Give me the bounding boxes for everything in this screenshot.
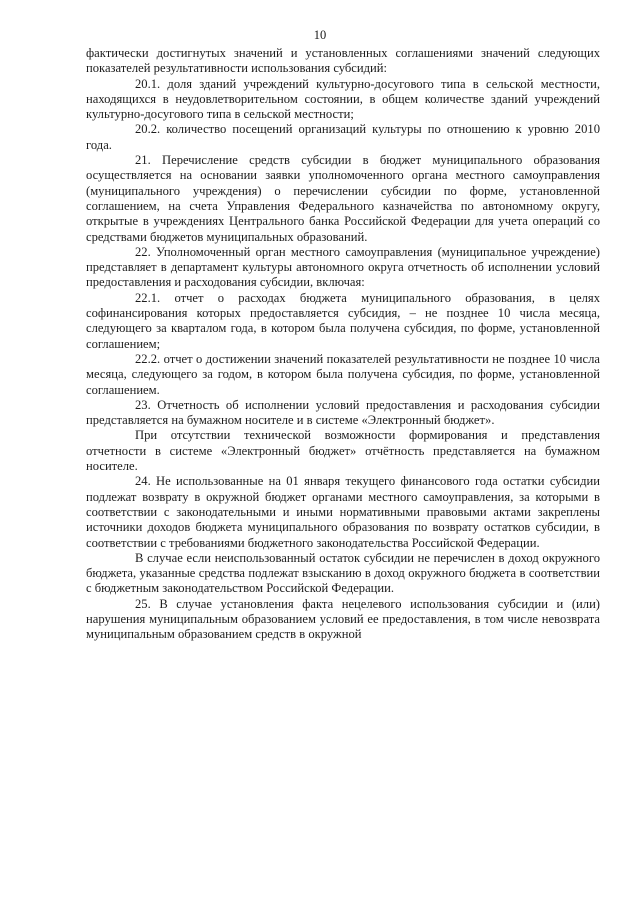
paragraph-23-note: При отсутствии технической возможности формирования и представления отчетности в системе «Электронный бюджет» отчётность представляется на бумажном носителе.	[86, 428, 600, 474]
document-body	[86, 46, 600, 643]
paragraph-23: 23. Отчетность об исполнении условий предоставления и расходования субсидии представляется на бумажном носителе и в системе «Электронный бюджет».	[86, 397, 600, 428]
paragraph-24: 24. Не использованные на 01 января текущего финансового года остатки субсидии подлежат возврату в окружной бюджет органами местного самоуправления, за которыми в соответствии с законодательными и иными нормативными правовыми актами закреплены источники доходов бюджета муниципального образования по возврату остатков субсидии, в соответствии с требованиями бюджетного законодательства Российской Федерации.	[86, 474, 600, 550]
paragraph-24-note: В случае если неиспользованный остаток субсидии не перечислен в доход окружного бюджета, указанные средства подлежат взысканию в доход окружного бюджета в соответствии с бюджетным законодательством Российской Федерации.	[86, 550, 600, 596]
page-number: 10	[313, 28, 327, 42]
paragraph-22-1: 22.1. отчет о расходах бюджета муниципального образования, в целях софинансирования которых предоставляется субсидия, – не позднее 10 числа месяца, следующего за кварталом года, в котором была получена субсидия, по форме, установленной соглашением;	[86, 290, 600, 351]
paragraph-20-2: 20.2. количество посещений организаций культуры по отношению к уровню 2010 года.	[86, 122, 600, 152]
paragraph-22-2: 22.2. отчет о достижении значений показателей результативности не позднее 10 числа месяца, следующего за годом, в котором была получена субсидия, по форме, установленной соглашением.	[86, 351, 600, 397]
paragraph-25: 25. В случае установления факта нецелевого использования субсидии и (или) нарушения муниципальным образованием условий ее предоставления, в том числе невозврата муниципальным образованием средств в окружной	[86, 596, 600, 642]
paragraph-21: 21. Перечисление средств субсидии в бюджет муниципального образования осуществляется на основании заявки уполномоченного органа местного самоуправления (муниципального учреждения) о перечислении субсидии по форме, установленной соглашением, на счета Управления Федерального казначейства по автономному округу, открытые в учреждениях Центрального банка Российской Федерации для учета операций со средствами бюджетов муниципальных образований.	[86, 153, 600, 244]
paragraph-20-1: 20.1. доля зданий учреждений культурно-досугового типа в сельской местности, находящихся в неудовлетворительном состоянии, в общем количестве зданий учреждений культурно-досугового типа в сельской местности;	[86, 76, 600, 122]
paragraph-22: 22. Уполномоченный орган местного самоуправления (муниципальное учреждение) представляет в департамент культуры автономного округа отчетность об исполнении условий предоставления и расходования субсидии, включая:	[86, 244, 600, 290]
paragraph-continuation: фактически достигнутых значений и установленных соглашениями значений следующих показателей результативности использования субсидий:	[86, 46, 600, 76]
